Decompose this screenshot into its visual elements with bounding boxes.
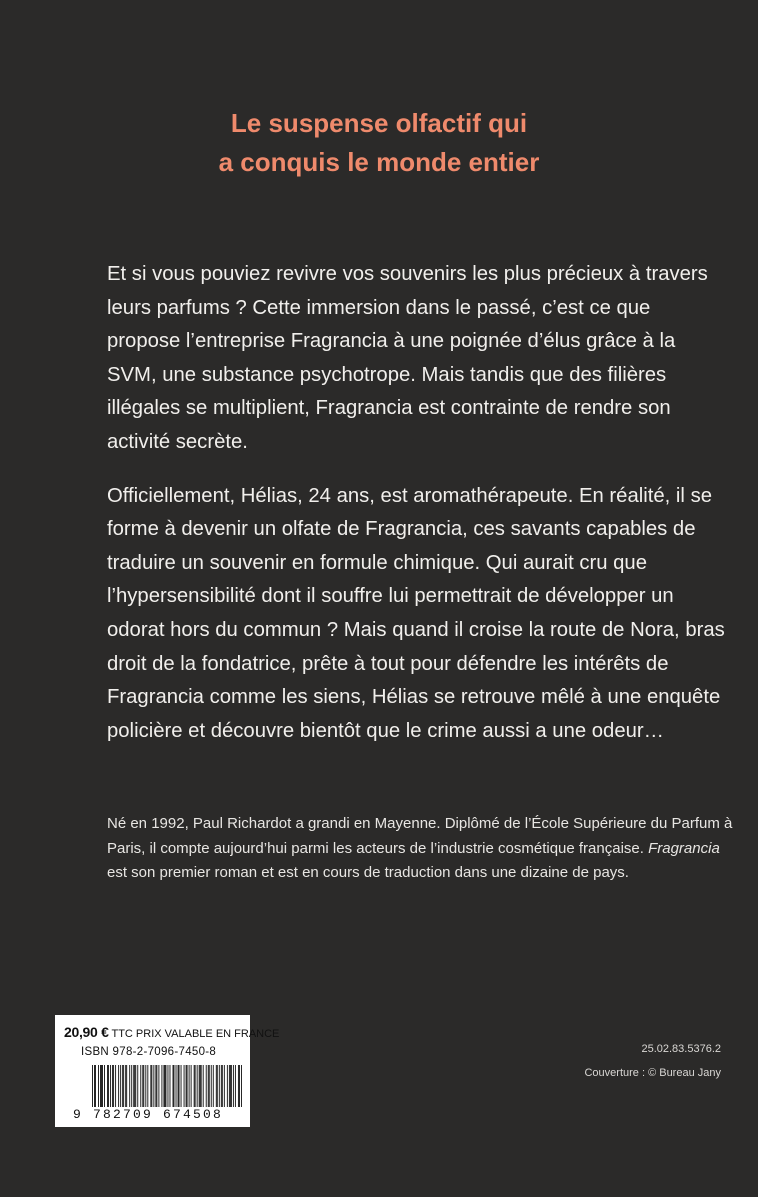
barcode-bar xyxy=(151,1065,152,1107)
barcode-bar xyxy=(199,1065,200,1107)
barcode-bar xyxy=(191,1065,192,1107)
barcode-bar xyxy=(118,1065,119,1107)
barcode-bar xyxy=(211,1065,212,1107)
barcode-bar xyxy=(200,1065,201,1107)
price-line xyxy=(64,1024,279,1040)
synopsis xyxy=(107,258,727,768)
barcode-bar xyxy=(189,1065,190,1107)
isbn-label: ISBN xyxy=(81,1046,110,1058)
barcode-bar xyxy=(140,1065,141,1107)
barcode-bar xyxy=(153,1065,154,1107)
barcode-bar xyxy=(233,1065,234,1107)
author-bio-text-start: Né en 1992, Paul Richardot a grandi en Mayenne. Diplômé de l’École Supérieure du Parfum à Paris, il compte aujourd’hui parmi les acteurs de l’industrie cosmétique française. xyxy=(107,815,733,857)
barcode-bar xyxy=(150,1065,151,1107)
barcode-digits: 9 782709 674508 xyxy=(73,1107,224,1122)
barcode-bar xyxy=(209,1065,210,1107)
barcode-bar xyxy=(133,1065,134,1107)
barcode-bar xyxy=(239,1065,240,1107)
barcode-bar xyxy=(156,1065,157,1107)
author-bio xyxy=(107,812,737,886)
barcode-bar xyxy=(131,1065,132,1107)
barcode-bar xyxy=(115,1065,116,1107)
barcode-bar xyxy=(134,1065,135,1107)
barcode-bar xyxy=(186,1065,187,1107)
barcode-bar xyxy=(122,1065,123,1107)
barcode-bar xyxy=(113,1065,114,1107)
barcode-bar xyxy=(100,1065,101,1107)
barcode-bar xyxy=(123,1065,124,1107)
barcode-bar xyxy=(187,1065,188,1107)
barcode-bar xyxy=(176,1065,177,1107)
barcode-bar xyxy=(125,1065,126,1107)
headline-line-1: Le suspense olfactif qui xyxy=(230,108,528,138)
headline xyxy=(0,104,758,182)
barcode-bar xyxy=(194,1065,195,1107)
barcode-bar xyxy=(227,1065,228,1107)
barcode-bar xyxy=(102,1065,103,1107)
barcode-bar xyxy=(178,1065,179,1107)
reference-number: 25.02.83.5376.2 xyxy=(641,1043,721,1055)
barcode-bar xyxy=(173,1065,174,1107)
barcode-bar xyxy=(217,1065,218,1107)
isbn-number: 978-2-7096-7450-8 xyxy=(112,1046,217,1058)
barcode-bar xyxy=(238,1065,239,1107)
barcode-bar xyxy=(92,1065,93,1107)
barcode-bar xyxy=(120,1065,121,1107)
headline-line-2: a conquis le monde entier xyxy=(218,147,540,177)
price: 20,90 € xyxy=(64,1024,109,1040)
barcode-bar xyxy=(165,1065,166,1107)
barcode-bar xyxy=(229,1065,230,1107)
barcode-bar xyxy=(161,1065,162,1107)
barcode-bar xyxy=(142,1065,143,1107)
barcode-bar xyxy=(219,1065,220,1107)
barcode-bar xyxy=(216,1065,217,1107)
barcode-bar xyxy=(110,1065,111,1107)
barcode-bar xyxy=(168,1065,169,1107)
barcode-bar xyxy=(143,1065,144,1107)
barcode-bar xyxy=(108,1065,109,1107)
barcode-bar xyxy=(195,1065,196,1107)
barcode-bar xyxy=(112,1065,113,1107)
barcode-bar xyxy=(206,1065,207,1107)
barcode-bar xyxy=(208,1065,209,1107)
barcode-bar xyxy=(221,1065,222,1107)
barcode-bar xyxy=(222,1065,223,1107)
price-note: TTC PRIX VALABLE EN FRANCE xyxy=(111,1028,280,1040)
synopsis-paragraph-2: Officiellement, Hélias, 24 ans, est aromathérapeute. En réalité, il se forme à devenir un olfate de Fragrancia, ces savants capables de traduire un souvenir en formule chimique. Qui aurait cru que l’hypersensibilité dont il souffre lui permettrait de développer un odorat hors du commun ? Mais quand il croise la route de Nora, bras droit de la fondatrice, prête à tout pour défendre les intérêts de Fragrancia comme les siens, Hélias se retrouve mêlé à une enquête policière et découvre bientôt que le crime aussi a une odeur… xyxy=(107,484,725,742)
barcode-bar xyxy=(163,1065,164,1107)
barcode-bar xyxy=(241,1065,242,1107)
barcode-bar xyxy=(155,1065,156,1107)
barcode-bar xyxy=(213,1065,214,1107)
author-bio-text-end: est son premier roman et est en cours de traduction dans une dizaine de pays. xyxy=(107,864,629,882)
barcode-bar xyxy=(179,1065,180,1107)
barcode-bar xyxy=(95,1065,96,1107)
price-barcode-box xyxy=(55,1015,280,1127)
barcode-bar xyxy=(174,1065,175,1107)
barcode-bar xyxy=(181,1065,182,1107)
barcode-bar xyxy=(235,1065,236,1107)
barcode-bar xyxy=(164,1065,165,1107)
barcode-bar xyxy=(230,1065,231,1107)
barcode-bar xyxy=(126,1065,127,1107)
barcode-bar xyxy=(201,1065,202,1107)
barcode-bar xyxy=(135,1065,136,1107)
barcode-bar xyxy=(224,1065,225,1107)
cover-credit: Couverture : © Bureau Jany xyxy=(584,1067,721,1079)
synopsis-paragraph-1: Et si vous pouviez revivre vos souvenirs les plus précieux à travers leurs parfums ? Cette immersion dans le passé, c’est ce que propose l’entreprise Fragrancia à une poignée d’élus grâce à la SVM, une substance psychotrope. Mais tandis que des filières illégales se multiplient, Fragrancia est contrainte de rendre son activité secrète. xyxy=(107,263,708,453)
barcode-bar xyxy=(231,1065,232,1107)
author-bio-paragraph xyxy=(107,812,737,886)
isbn-line xyxy=(81,1046,216,1058)
barcode-bar xyxy=(107,1065,108,1107)
barcode-bar xyxy=(170,1065,171,1107)
barcode-bar xyxy=(129,1065,130,1107)
barcode-bar xyxy=(158,1065,159,1107)
barcode-bar xyxy=(98,1065,99,1107)
barcode-bar xyxy=(184,1065,185,1107)
barcode-bar xyxy=(94,1065,95,1107)
barcode-bar xyxy=(145,1065,146,1107)
book-title: Fragrancia xyxy=(648,839,720,857)
barcode-bar xyxy=(147,1065,148,1107)
barcode-bar xyxy=(104,1065,105,1107)
barcode-bar xyxy=(203,1065,204,1107)
barcode-bar xyxy=(137,1065,138,1107)
barcode-icon xyxy=(92,1065,242,1107)
barcode-bar xyxy=(197,1065,198,1107)
barcode-bar xyxy=(101,1065,102,1107)
